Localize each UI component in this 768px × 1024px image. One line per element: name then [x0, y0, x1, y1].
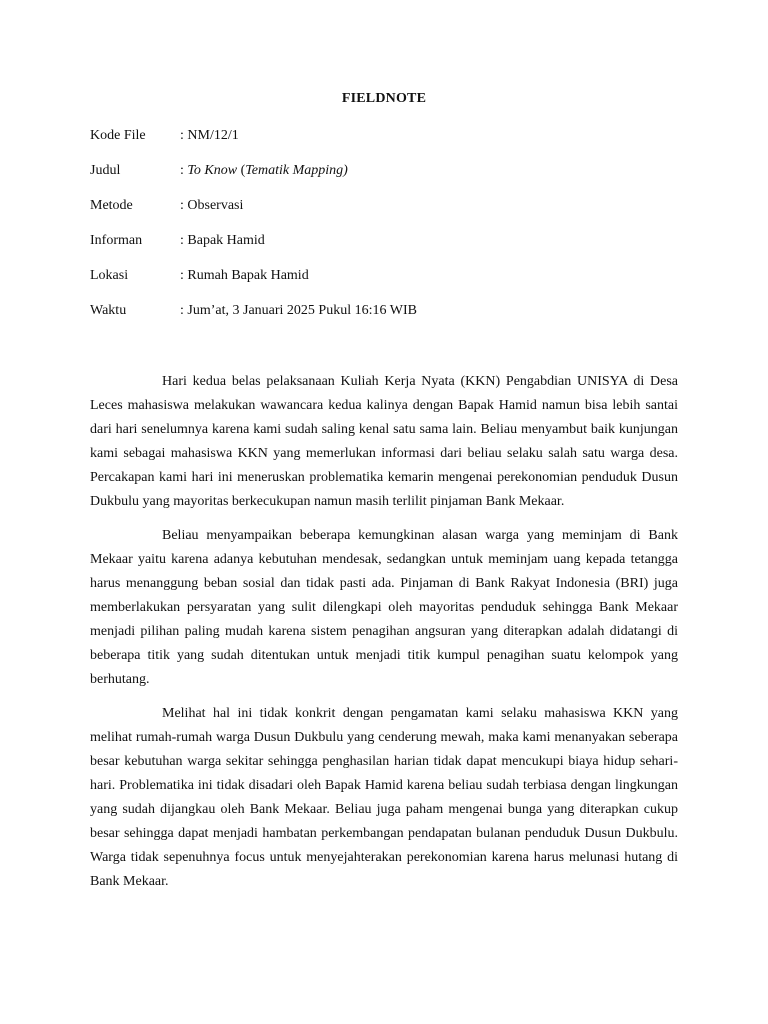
meta-row-lokasi: [90, 267, 680, 302]
meta-label: Informan: [90, 233, 143, 248]
meta-value-prefix: :: [180, 163, 188, 178]
meta-row-kode-file: [90, 127, 680, 162]
meta-value: : NM/12/1: [180, 128, 239, 143]
meta-value: : Jum’at, 3 Januari 2025 Pukul 16:16 WIB: [180, 303, 417, 318]
metadata-table: [90, 127, 680, 337]
meta-value: : Rumah Bapak Hamid: [180, 268, 309, 283]
meta-label: Waktu: [90, 303, 127, 318]
meta-label: Kode File: [90, 128, 146, 143]
meta-row-metode: [90, 197, 680, 232]
body-paragraph: Hari kedua belas pelaksanaan Kuliah Kerja Nyata (KKN) Pengabdian UNISYA di Desa Leces mahasiswa melakukan wawancara kedua kalinya dengan Bapak Hamid namun bisa lebih santai dari hari senelumnya karena kami sudah saling kenal satu sama lain. Beliau menyambut baik kunjungan kami sebagai mahasiswa KKN yang memerlukan informasi dari beliau selaku salah satu warga desa. Percakapan kami hari ini meneruskan problematika kemarin mengenai perekonomian penduduk Dusun Dukbulu yang mayoritas berkecukupan namun masih terlilit pinjaman Bank Mekaar.: [90, 374, 678, 509]
meta-value: : Observasi: [180, 198, 244, 213]
body-paragraph: Melihat hal ini tidak konkrit dengan pengamatan kami selaku mahasiswa KKN yang melihat rumah-rumah warga Dusun Dukbulu yang cenderung mewah, maka kami menanyakan seberapa besar kebutuhan warga sekitar sehingga penghasilan harian tidak dapat mencukupi biaya hidup sehari-hari. Problematika ini tidak disadari oleh Bapak Hamid karena beliau sudah terbiasa dengan lingkungan yang sudah dijangkau oleh Bank Mekaar. Beliau juga paham mengenai bunga yang diterapkan cukup besar sehingga dapat menjadi hambatan perkembangan pendapatan bulanan penduduk Dusun Dukbulu. Warga tidak sepenuhnya focus untuk menyejahterakan perekonomian karena harus melunasi hutang di Bank Mekaar.: [90, 706, 678, 889]
meta-label: Metode: [90, 198, 133, 213]
meta-value-italic: To Know: [187, 163, 238, 178]
document-title: FIELDNOTE: [341, 91, 427, 106]
meta-value: : Bapak Hamid: [180, 233, 265, 248]
meta-row-waktu: [90, 302, 680, 337]
meta-value-italic-2: Tematik Mapping): [245, 163, 348, 178]
body-paragraph: Beliau menyampaikan beberapa kemungkinan alasan warga yang meminjam di Bank Mekaar yaitu karena adanya kebutuhan mendesak, sedangkan untuk meminjam uang kepada tetangga harus menanggung beban sosial dan tidak pasti ada. Pinjaman di Bank Rakyat Indonesia (BRI) juga memberlakukan persyaratan yang sulit dilengkapi oleh mayoritas penduduk sehingga Bank Mekaar menjadi pilihan paling mudah karena sistem penagihan angsuran yang diterapkan adalah didatangi di beberapa titik yang sudah ditentukan untuk menjadi titik kumpul penagihan suatu kelompok yang berhutang.: [90, 528, 678, 687]
meta-value-mid: (: [237, 163, 246, 178]
meta-row-informan: [90, 232, 680, 267]
meta-label: Judul: [90, 163, 121, 178]
meta-row-judul: [90, 162, 680, 197]
body-text: [90, 370, 678, 904]
meta-label: Lokasi: [90, 268, 129, 283]
meta-value: [180, 162, 680, 197]
